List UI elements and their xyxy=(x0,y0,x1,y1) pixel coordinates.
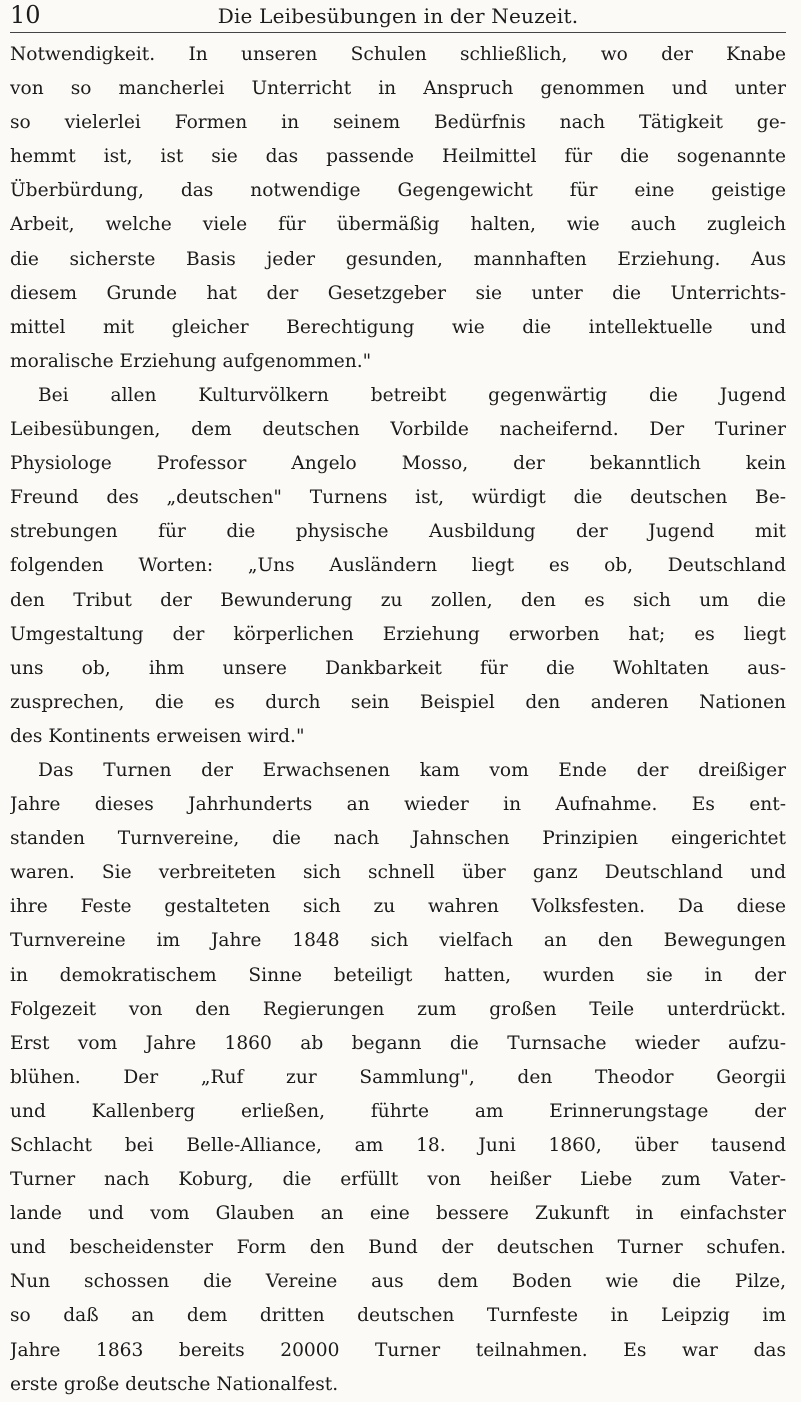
text-line: strebungen für die physische Ausbildung der Jugend mit xyxy=(10,521,786,543)
running-title: Die Leibesübungen in der Neuzeit. xyxy=(217,4,579,28)
body-text xyxy=(10,38,786,1402)
text-line: Erst vom Jahre 1860 ab begann die Turnsache wieder aufzu- xyxy=(10,1032,786,1054)
text-line: und Kallenberg erließen, führte am Erinnerungstage der xyxy=(10,1100,786,1122)
text-line: so daß an dem dritten deutschen Turnfeste in Leipzig im xyxy=(10,1305,786,1327)
text-line: so vielerlei Formen in seinem Bedürfnis nach Tätigkeit ge- xyxy=(10,112,786,134)
text-line: waren. Sie verbreiteten sich schnell über ganz Deutschland und xyxy=(10,862,786,884)
text-line: Turner nach Koburg, die erfüllt von heißer Liebe zum Vater- xyxy=(10,1169,786,1191)
text-line: uns ob, ihm unsere Dankbarkeit für die Wohltaten aus- xyxy=(10,657,786,679)
text-line: blühen. Der „Ruf zur Sammlung", den Theodor Georgii xyxy=(10,1066,786,1088)
text-line: Überbürdung, das notwendige Gegengewicht für eine geistige xyxy=(10,180,786,202)
text-line: des Kontinents erweisen wird." xyxy=(10,725,305,747)
text-line: zusprechen, die es durch sein Beispiel den anderen Nationen xyxy=(10,691,786,713)
text-line: Leibesübungen, dem deutschen Vorbilde nacheifernd. Der Turiner xyxy=(10,419,786,441)
text-line: Folgezeit von den Regierungen zum großen Teile unterdrückt. xyxy=(10,998,786,1020)
text-line: den Tribut der Bewunderung zu zollen, den es sich um die xyxy=(10,589,786,611)
text-line: lande und vom Glauben an eine bessere Zukunft in einfachster xyxy=(10,1203,786,1225)
text-line: Nun schossen die Vereine aus dem Boden wie die Pilze, xyxy=(10,1271,786,1293)
text-line: ihre Feste gestalteten sich zu wahren Volksfesten. Da diese xyxy=(10,896,786,918)
text-line: moralische Erziehung aufgenommen." xyxy=(10,350,372,372)
text-line: Jahre dieses Jahrhunderts an wieder in Aufnahme. Es ent- xyxy=(10,794,786,816)
text-line: Bei allen Kulturvölkern betreibt gegenwärtig die Jugend xyxy=(38,384,786,406)
text-line: von so mancherlei Unterricht in Anspruch genommen und unter xyxy=(10,78,786,100)
text-line: folgenden Worten: „Uns Ausländern liegt es ob, Deutschland xyxy=(10,555,786,577)
text-line: Turnvereine im Jahre 1848 sich vielfach an den Bewegungen xyxy=(10,930,786,952)
page-header xyxy=(10,0,786,36)
text-line: und bescheidenster Form den Bund der deutschen Turner schufen. xyxy=(10,1237,786,1259)
text-line: Das Turnen der Erwachsenen kam vom Ende der dreißiger xyxy=(38,759,786,781)
text-line: Notwendigkeit. In unseren Schulen schließlich, wo der Knabe xyxy=(10,44,786,65)
text-line: erste große deutsche Nationalfest. xyxy=(10,1373,339,1395)
text-line: in demokratischem Sinne beteiligt hatten, wurden sie in der xyxy=(10,964,786,986)
text-line: mittel mit gleicher Berechtigung wie die intellektuelle und xyxy=(10,316,786,338)
page-number: 10 xyxy=(10,1,41,29)
text-line: diesem Grunde hat der Gesetzgeber sie unter die Unterrichts- xyxy=(10,282,786,304)
text-line: Freund des „deutschen" Turnens ist, würdigt die deutschen Be- xyxy=(10,487,786,509)
text-line: hemmt ist, ist sie das passende Heilmittel für die sogenannte xyxy=(10,146,786,168)
text-line: standen Turnvereine, die nach Jahnschen Prinzipien eingerichtet xyxy=(10,828,786,850)
header-rule xyxy=(10,32,786,33)
text-line: Schlacht bei Belle-Alliance, am 18. Juni 1860, über tausend xyxy=(10,1135,786,1156)
text-line: Physiologe Professor Angelo Mosso, der bekanntlich kein xyxy=(10,453,786,475)
text-line: die sicherste Basis jeder gesunden, mannhaften Erziehung. Aus xyxy=(10,248,786,270)
text-line: Umgestaltung der körperlichen Erziehung erworben hat; es liegt xyxy=(10,623,786,645)
text-line: Jahre 1863 bereits 20000 Turner teilnahmen. Es war das xyxy=(10,1339,786,1361)
text-line: Arbeit, welche viele für übermäßig halten, wie auch zugleich xyxy=(10,214,786,236)
